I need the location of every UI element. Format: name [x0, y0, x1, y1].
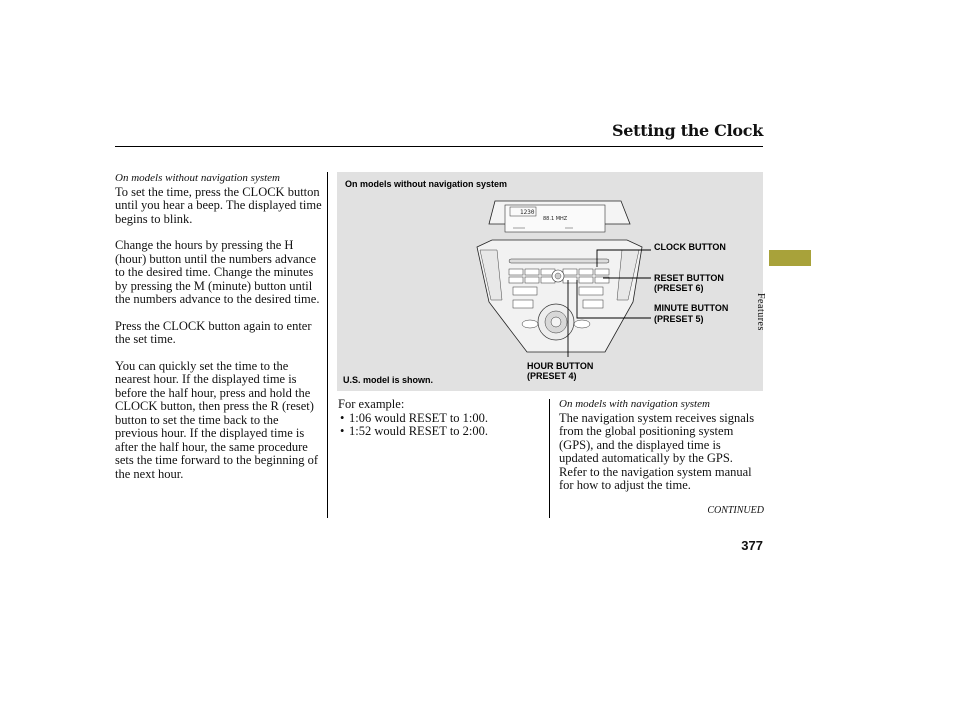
right-heading: On models with navigation system — [559, 398, 710, 410]
page-title: Setting the Clock — [612, 121, 763, 140]
middle-column — [338, 398, 543, 439]
list-item: • 1:52 would RESET to 2:00. — [338, 425, 543, 439]
column-divider-left — [327, 172, 328, 518]
paragraph-1: To set the time, press the CLOCK button until you hear a beep. The displayed time begins to blink. — [115, 184, 322, 226]
examples-list — [338, 412, 543, 439]
paragraph-3: Press the CLOCK button again to enter the set time. — [115, 318, 312, 346]
reset-button-sublabel: (PRESET 6) — [654, 283, 704, 293]
frequency-readout: 88.1 MHZ — [543, 216, 568, 222]
left-heading: On models without navigation system — [115, 172, 280, 184]
minute-button-sublabel: (PRESET 5) — [654, 314, 704, 324]
clock-button-label: CLOCK BUTTON — [654, 242, 726, 252]
navigation-paragraph: The navigation system receives signals from the global positioning system (GPS), and the displayed time is updated automatically by the GPS. Refer to the navigation system manual for how to adjust the time. — [559, 410, 755, 492]
radio-figure — [337, 172, 763, 391]
reset-button-label: RESET BUTTON — [654, 273, 724, 283]
section-tab-label: Features — [755, 293, 766, 331]
clock-readout: 1230 — [520, 209, 535, 216]
right-column — [559, 398, 763, 506]
page-number: 377 — [741, 538, 763, 553]
left-column — [115, 172, 322, 494]
minute-button-label: MINUTE BUTTON — [654, 303, 729, 313]
hour-button-label: HOUR BUTTON — [527, 361, 594, 371]
examples-intro: For example: — [338, 397, 405, 411]
paragraph-4: You can quickly set the time to the nearest hour. If the displayed time is before the half hour, press and hold the CLOCK button, then press the R (reset) button to set the time back to the previous hour. If the displayed time is after the half hour, the same procedure sets the time forward to the beginning of the next hour. — [115, 358, 319, 481]
hour-button-sublabel: (PRESET 4) — [527, 371, 577, 381]
list-item: • 1:06 would RESET to 1:00. — [338, 412, 543, 426]
column-divider-right — [549, 399, 550, 518]
section-tab — [769, 250, 811, 266]
figure-caption-bottom: U.S. model is shown. — [343, 375, 434, 385]
paragraph-2: Change the hours by pressing the H (hour) button until the numbers advance to the desired time. Change the minutes by pressing the M (minute) button until the numbers advance to the desired time. — [115, 238, 320, 306]
continued-note: CONTINUED — [707, 505, 764, 516]
header-rule — [115, 146, 763, 147]
figure-caption-top: On models without navigation system — [345, 179, 508, 189]
